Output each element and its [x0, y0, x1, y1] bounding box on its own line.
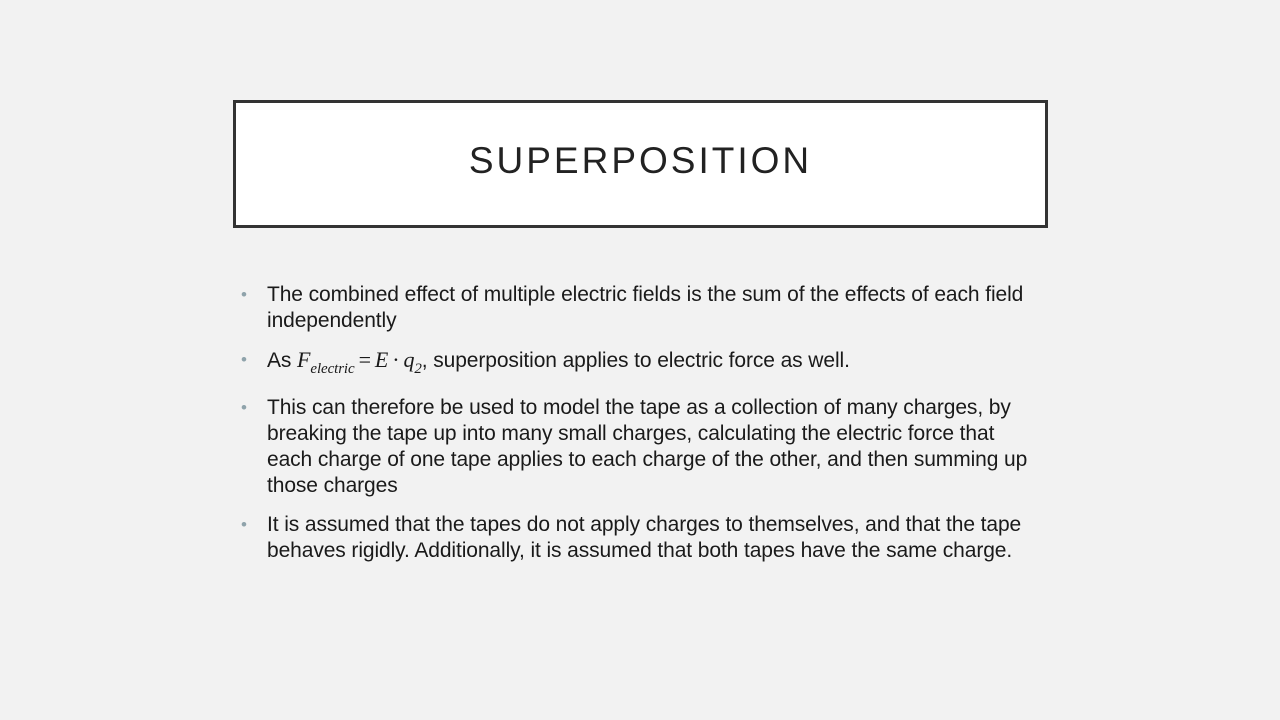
- bullet-item: [241, 282, 1041, 334]
- bullet-text-prefix: As: [267, 349, 298, 372]
- bullet-text-suffix: , superposition applies to electric force as well.: [421, 349, 850, 372]
- bullet-text: This can therefore be used to model the tape as a collection of many charges, by breaking the tape up into many small charges, calculating the electric force that each charge of one tape applies to each charge of the other, and then summing up those charges: [267, 396, 1028, 497]
- slide-title: SUPERPOSITION: [468, 140, 813, 181]
- formula-equals: =: [358, 347, 371, 372]
- bullet-list: [241, 282, 1041, 577]
- formula-q: q: [403, 347, 415, 372]
- formula-q-subscript: 2: [414, 361, 422, 377]
- bullet-text: The combined effect of multiple electric fields is the sum of the effects of each field independently: [267, 283, 1024, 332]
- bullet-icon: •: [241, 285, 247, 304]
- bullet-icon: •: [241, 515, 247, 534]
- formula-dot: ·: [392, 347, 400, 372]
- formula-f: F: [297, 347, 311, 372]
- bullet-item: [241, 395, 1041, 499]
- bullet-icon: •: [241, 350, 247, 369]
- bullet-icon: •: [241, 398, 247, 417]
- bullet-text: It is assumed that the tapes do not apply charges to themselves, and that the tape behaves rigidly. Additionally, it is assumed that both tapes have the same charge.: [267, 513, 1022, 562]
- formula-f-subscript: electric: [310, 361, 355, 377]
- force-formula: [297, 347, 422, 377]
- formula-e: E: [374, 347, 389, 372]
- title-box: [233, 100, 1048, 228]
- bullet-item: [241, 347, 1041, 382]
- bullet-item: [241, 512, 1041, 564]
